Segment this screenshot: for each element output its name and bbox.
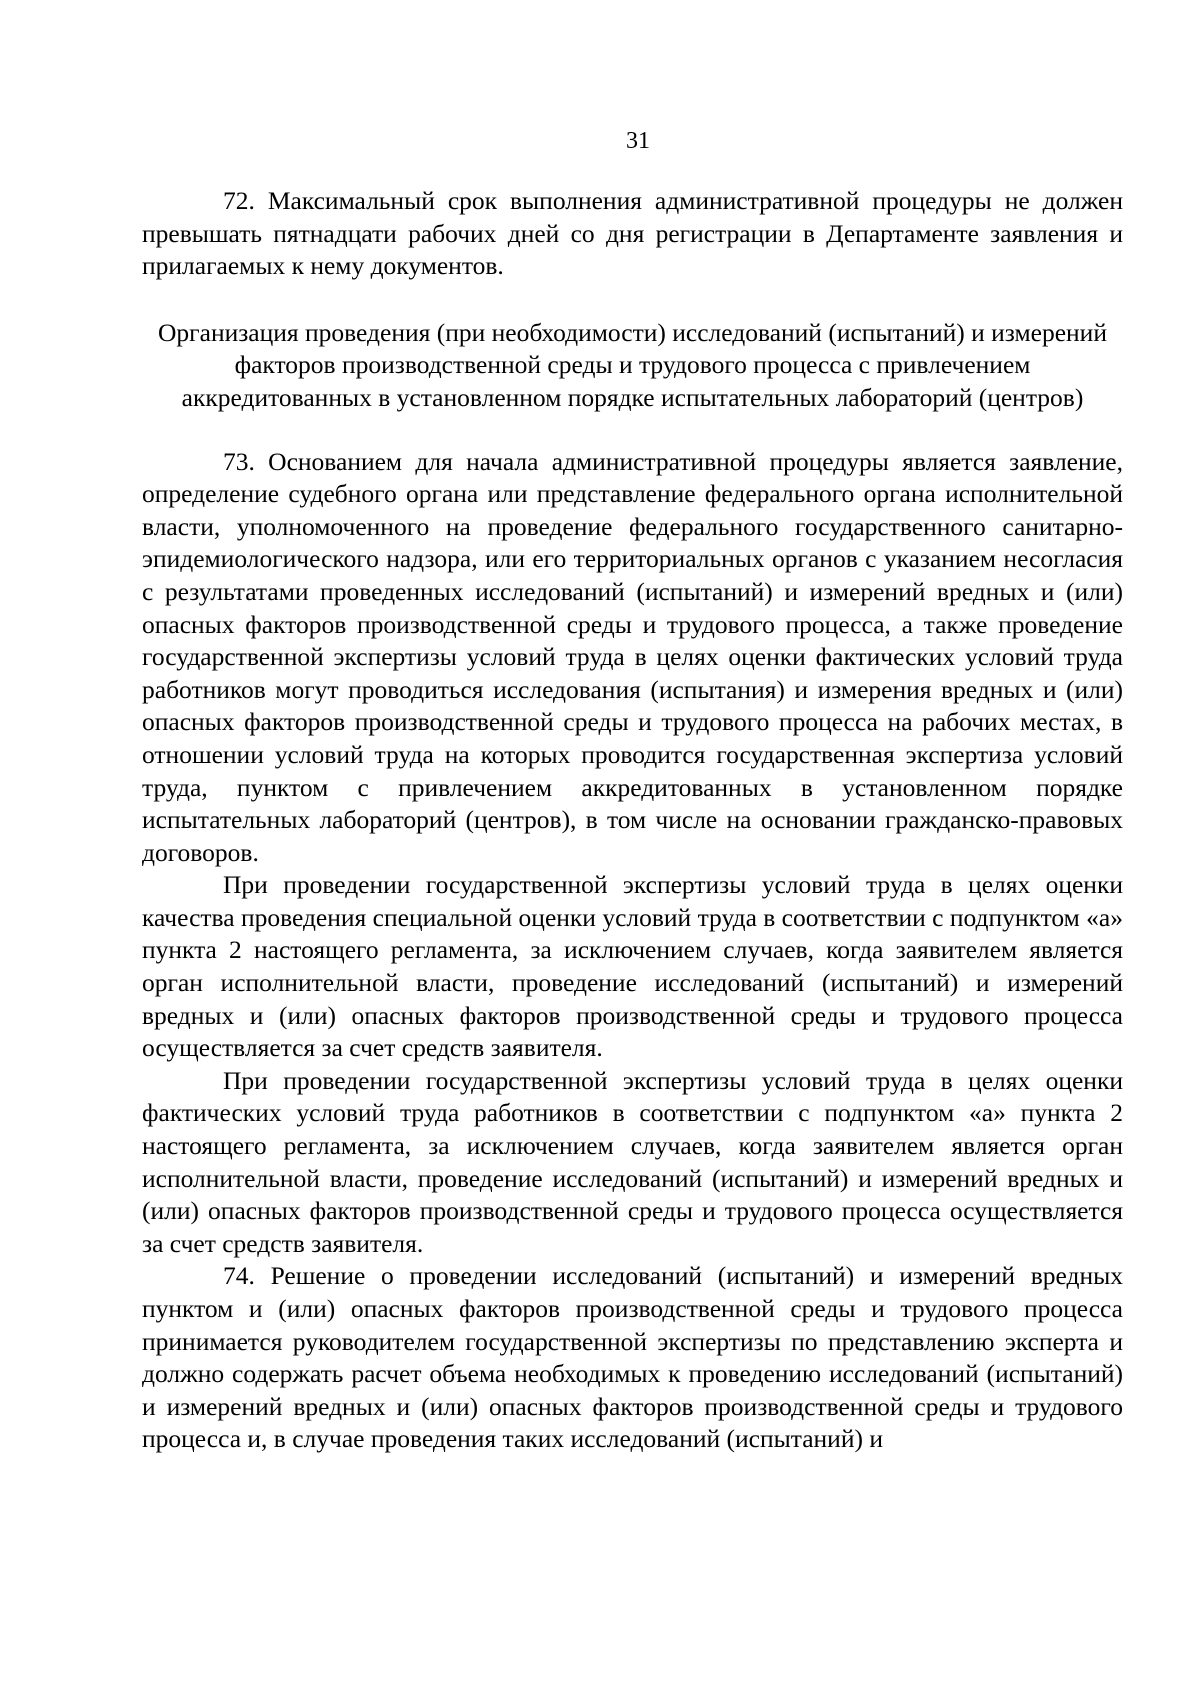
paragraph-73-quality-assessment: При проведении государственной экспертизы условий труда в целях оценки качества проведения специальной оценки условий труда в соответствии с подпунктом «а» пункта 2 настоящего регламента, за исключением случаев, когда заявителем является орган исполнительной власти, проведение исследований (испытаний) и измерений вредных и (или) опасных факторов производственной среды и трудового процесса осуществляется за счет средств заявителя. [142, 870, 1123, 1063]
paragraph-73: 73. Основанием для начала административной процедуры является заявление, определение судебного органа или представление федерального органа исполнительной власти, уполномоченного на проведение федерального государственного санитарно-эпидемиологического надзора, или его территориальных органов с указанием несогласия с результатами проведенных исследований (испытаний) и измерений вредных и (или) опасных факторов производственной среды и трудового процесса, а также проведение государственной экспертизы условий труда в целях оценки фактических условий труда работников могут проводиться исследования (испытания) и измерения вредных и (или) опасных факторов производственной среды и трудового процесса на рабочих местах, в отношении условий труда на которых проводится государственная экспертиза условий труда, пунктом с привлечением аккредитованных в установленном порядке испытательных лабораторий (центров), в том числе на основании гражданско-правовых договоров. [142, 446, 1123, 867]
section-heading: Организация проведения (при необходимости) исследований (испытаний) и измерений факторов производственной среды и трудового процесса с привлечением аккредитованных в установленном порядке испытательных лабораторий (центров) [158, 317, 1107, 412]
paragraph-72: 72. Максимальный срок выполнения административной процедуры не должен превышать пятнадцати рабочих дней со дня регистрации в Департаменте заявления и прилагаемых к нему документов. [142, 186, 1123, 281]
paragraph-74: 74. Решение о проведении исследований (испытаний) и измерений вредных пунктом и (или) опасных факторов производственной среды и трудового процесса принимается руководителем государственной экспертизы по представлению эксперта и должно содержать расчет объема необходимых к проведению исследований (испытаний) и измерений вредных и (или) опасных факторов производственной среды и трудового процесса и, в случае проведения таких исследований (испытаний) и [142, 1261, 1123, 1454]
page-number: 31 [626, 128, 650, 154]
paragraph-73-actual-conditions: При проведении государственной экспертизы условий труда в целях оценки фактических условий труда работников в соответствии с подпунктом «а» пункта 2 настоящего регламента, за исключением случаев, когда заявителем является орган исполнительной власти, проведение исследований (испытаний) и измерений вредных и (или) опасных факторов производственной среды и трудового процесса осуществляется за счет средств заявителя. [142, 1065, 1123, 1258]
document-body [142, 185, 1123, 1456]
